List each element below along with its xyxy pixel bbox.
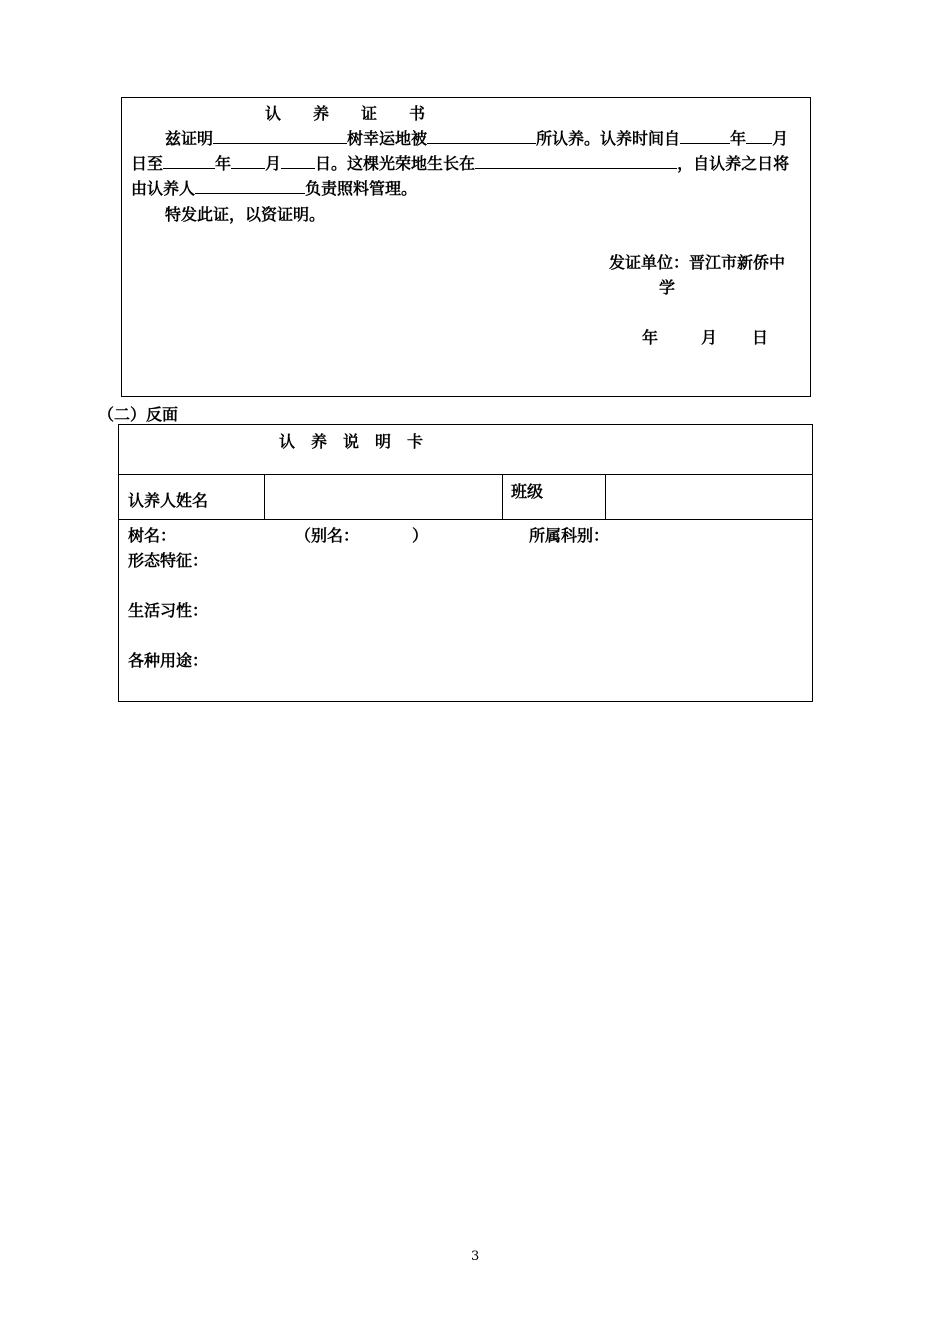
certificate-text: ，自认养之日将 <box>677 154 790 173</box>
end-year-blank <box>163 153 215 169</box>
certificate-title: 认 养 证 书 <box>265 104 426 123</box>
family-label: 所属科别： <box>529 526 610 545</box>
start-year-blank <box>680 128 730 144</box>
end-month-blank <box>231 153 265 169</box>
certificate-text: 树幸运地被 <box>347 129 428 148</box>
card-divider <box>119 474 812 475</box>
location-blank <box>475 153 677 169</box>
adopter-name-field[interactable] <box>266 478 500 518</box>
certificate-line-1 <box>165 126 788 149</box>
certificate-line-2 <box>131 151 789 174</box>
class-field[interactable] <box>607 478 807 518</box>
certificate-text: 年 <box>730 129 747 148</box>
habits-label: 生活习性： <box>128 601 209 620</box>
end-day-blank <box>281 153 315 169</box>
class-label: 班级 <box>511 482 544 501</box>
certificate-text: 日至 <box>131 154 164 173</box>
issuer-line-2: 学 <box>659 278 676 297</box>
certificate-text: 所认养。认养时间自 <box>536 129 681 148</box>
page-number: 3 <box>471 1249 480 1264</box>
certificate-line-4: 特发此证，以资证明。 <box>165 205 326 224</box>
certificate-text: 月 <box>772 129 789 148</box>
morphology-label: 形态特征： <box>128 551 209 570</box>
date-month-label: 月 <box>701 328 718 347</box>
tree-name-blank <box>213 128 347 144</box>
section-label: （二）反面 <box>98 405 179 424</box>
certificate-line-3 <box>131 176 417 199</box>
start-month-blank <box>746 128 772 144</box>
card-divider <box>502 474 503 519</box>
certificate-text: 负责照料管理。 <box>305 179 418 198</box>
adopter-blank <box>427 128 536 144</box>
uses-label: 各种用途： <box>128 651 209 670</box>
certificate-text: 年 <box>215 154 232 173</box>
card-divider <box>264 474 265 519</box>
adoption-card <box>118 424 813 702</box>
issuer-line-1: 发证单位：晋江市新侨中 <box>609 253 786 272</box>
certificate-text: 由认养人 <box>131 179 196 198</box>
card-divider <box>605 474 606 519</box>
date-year-label: 年 <box>642 328 659 347</box>
certificate-text: 日。这棵光荣地生长在 <box>315 154 476 173</box>
tree-name-label: 树名： <box>128 526 177 545</box>
certificate-text: 兹证明 <box>165 129 214 148</box>
caretaker-blank <box>195 178 305 194</box>
adopter-name-label: 认养人姓名 <box>128 491 209 510</box>
alias-close: ） <box>412 526 429 545</box>
date-day-label: 日 <box>752 328 769 347</box>
certificate-text: 月 <box>265 154 282 173</box>
card-divider <box>119 519 812 520</box>
alias-label: （别名： <box>295 526 360 545</box>
card-title: 认 养 说 明 卡 <box>279 432 424 451</box>
